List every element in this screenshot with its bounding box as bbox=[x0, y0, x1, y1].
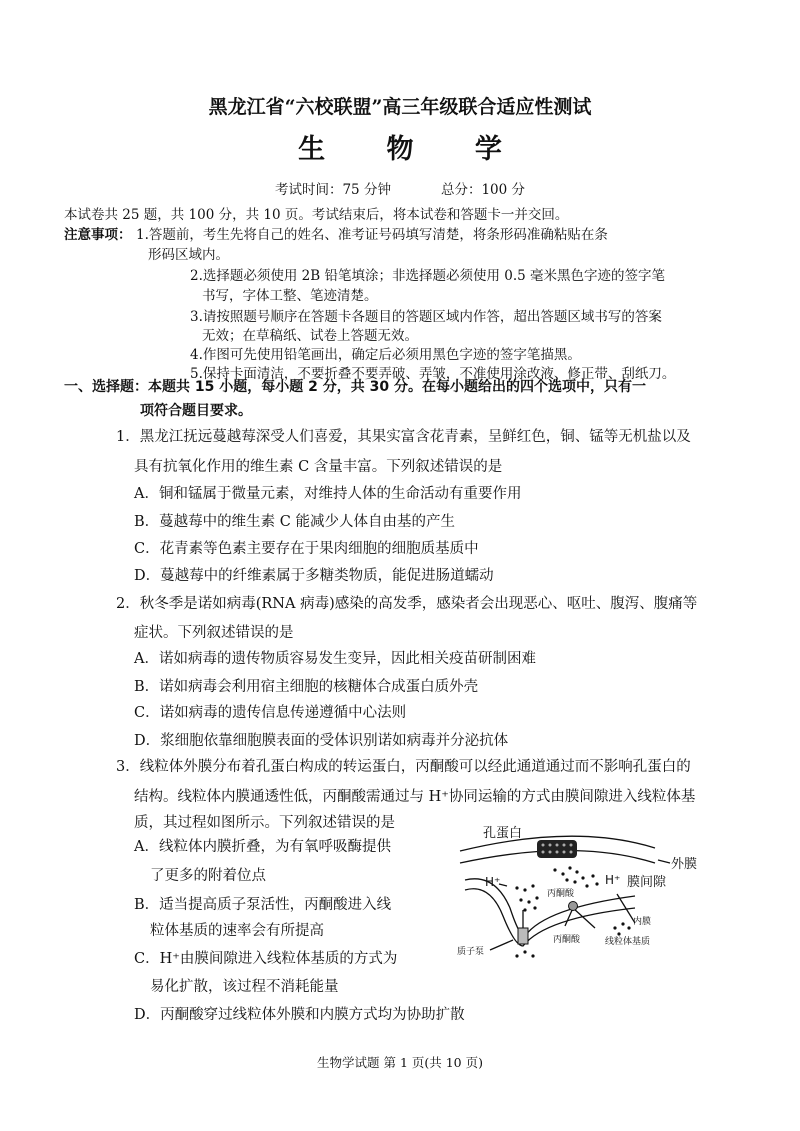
q3-stem: 3．线粒体外膜分布着孔蛋白构成的转运蛋白，丙酮酸可以经此通道通过而不影响孔蛋白的 bbox=[116, 759, 691, 775]
outer-membrane-label: 外膜 bbox=[671, 857, 698, 872]
q3-option-a: A．线粒体内膜折叠，为有氧呼吸酶提供 bbox=[134, 839, 391, 855]
proton-pump-label: 质子泵 bbox=[457, 947, 485, 957]
section-heading: 项符合题目要求。 bbox=[140, 403, 252, 419]
section-heading: 一、选择题：本题共 15 小题，每小题 2 分，共 30 分。在每小题给出的四个选项中，只有一 bbox=[64, 379, 646, 395]
transporter-icon bbox=[569, 902, 578, 911]
exam-meta bbox=[0, 181, 800, 199]
q2-option-c: C．诺如病毒的遗传信息传递遵循中心法则 bbox=[134, 705, 407, 721]
subject-title: 生 物 学 bbox=[298, 134, 528, 165]
q1-option-b: B．蔓越莓中的维生素 C 能减少人体自由基的产生 bbox=[134, 514, 455, 530]
note-line: 1.答题前，考生先将自己的姓名、准考证号码填写清楚，将条形码准确粘贴在条 bbox=[136, 227, 608, 243]
notes-label: 注意事项： bbox=[64, 227, 132, 243]
exam-title: 黑龙江省“六校联盟”高三年级联合适应性测试 bbox=[208, 96, 592, 118]
q3-option-d: D．丙酮酸穿过线粒体外膜和内膜方式均为协助扩散 bbox=[134, 1007, 465, 1023]
q3-stem: 质，其过程如图所示。下列叙述错误的是 bbox=[134, 815, 395, 831]
exam-score: 总分：100 分 bbox=[440, 182, 526, 198]
q3-option-c: 易化扩散，该过程不消耗能量 bbox=[150, 979, 339, 995]
q3-option-a: 了更多的附着位点 bbox=[150, 868, 266, 884]
q2-option-a: A．诺如病毒的遗传物质容易发生变异，因此相关疫苗研制困难 bbox=[134, 651, 536, 667]
porin-icon bbox=[537, 840, 577, 858]
porin-label: 孔蛋白 bbox=[483, 826, 523, 841]
q3-option-c: C．H⁺由膜间隙进入线粒体基质的方式为 bbox=[134, 951, 398, 967]
intro: 本试卷共 25 题，共 100 分，共 10 页。考试结束后，将本试卷和答题卡一并交回。 bbox=[64, 207, 569, 223]
mitochondria-diagram bbox=[455, 818, 705, 978]
note-line: 3.请按照题号顺序在答题卡各题目的答题区域内作答，超出答题区域书写的答案 bbox=[190, 309, 662, 325]
matrix-label: 线粒体基质 bbox=[605, 937, 651, 947]
note-line: 书写，字体工整、笔迹清楚。 bbox=[202, 288, 378, 304]
q2-stem: 症状。下列叙述错误的是 bbox=[134, 625, 294, 641]
q2-stem: 2．秋冬季是诺如病毒(RNA 病毒)感染的高发季，感染者会出现恶心、呕吐、腹泻、腹痛等 bbox=[116, 596, 698, 612]
pyruvate-label: 丙酮酸 bbox=[553, 935, 581, 945]
pyruvate-label: 丙酮酸 bbox=[547, 889, 575, 899]
h-ion-label: H⁺ bbox=[605, 873, 621, 887]
note-line: 无效；在草稿纸、试卷上答题无效。 bbox=[202, 328, 418, 344]
intermembrane-space-label: 膜间隙 bbox=[627, 875, 667, 890]
q3-option-b: B．适当提高质子泵活性，丙酮酸进入线 bbox=[134, 897, 392, 913]
q2-option-d: D．浆细胞依靠细胞膜表面的受体识别诺如病毒并分泌抗体 bbox=[134, 733, 509, 749]
q1-option-c: C．花青素等色素主要存在于果肉细胞的细胞质基质中 bbox=[134, 541, 479, 557]
q1-stem: 具有抗氧化作用的维生素 C 含量丰富。下列叙述错误的是 bbox=[134, 459, 503, 475]
q3-stem: 结构。线粒体内膜通透性低，丙酮酸需通过与 H⁺协同运输的方式由膜间隙进入线粒体基 bbox=[134, 789, 696, 805]
q2-option-b: B．诺如病毒会利用宿主细胞的核糖体合成蛋白质外壳 bbox=[134, 679, 479, 695]
note-line: 4.作图可先使用铅笔画出，确定后必须用黑色字迹的签字笔描黑。 bbox=[190, 347, 581, 363]
h-ion-label: H⁺ bbox=[485, 875, 501, 889]
note-line: 形码区域内。 bbox=[148, 247, 229, 263]
inner-membrane-label: 内膜 bbox=[633, 917, 652, 927]
note-line: 5.保持卡面清洁，不要折叠不要弄破、弄皱，不准使用涂改液、修正带、刮纸刀。 bbox=[190, 366, 676, 382]
page-footer: 生物学试题 第 1 页(共 10 页) bbox=[317, 1055, 483, 1070]
q1-option-d: D．蔓越莓中的纤维素属于多糖类物质，能促进肠道蠕动 bbox=[134, 568, 494, 584]
q3-option-b: 粒体基质的速率会有所提高 bbox=[150, 923, 324, 939]
q1-option-a: A．铜和锰属于微量元素，对维持人体的生命活动有重要作用 bbox=[134, 486, 522, 502]
proton-pump-icon bbox=[518, 928, 528, 944]
exam-time: 考试时间：75 分钟 bbox=[274, 182, 391, 198]
note-line: 2.选择题必须使用 2B 铅笔填涂；非选择题必须使用 0.5 毫米黑色字迹的签字笔 bbox=[190, 268, 666, 284]
q1-stem: 1．黑龙江抚远蔓越莓深受人们喜爱，其果实富含花青素，呈鲜红色，铜、锰等无机盐以及 bbox=[116, 429, 691, 445]
